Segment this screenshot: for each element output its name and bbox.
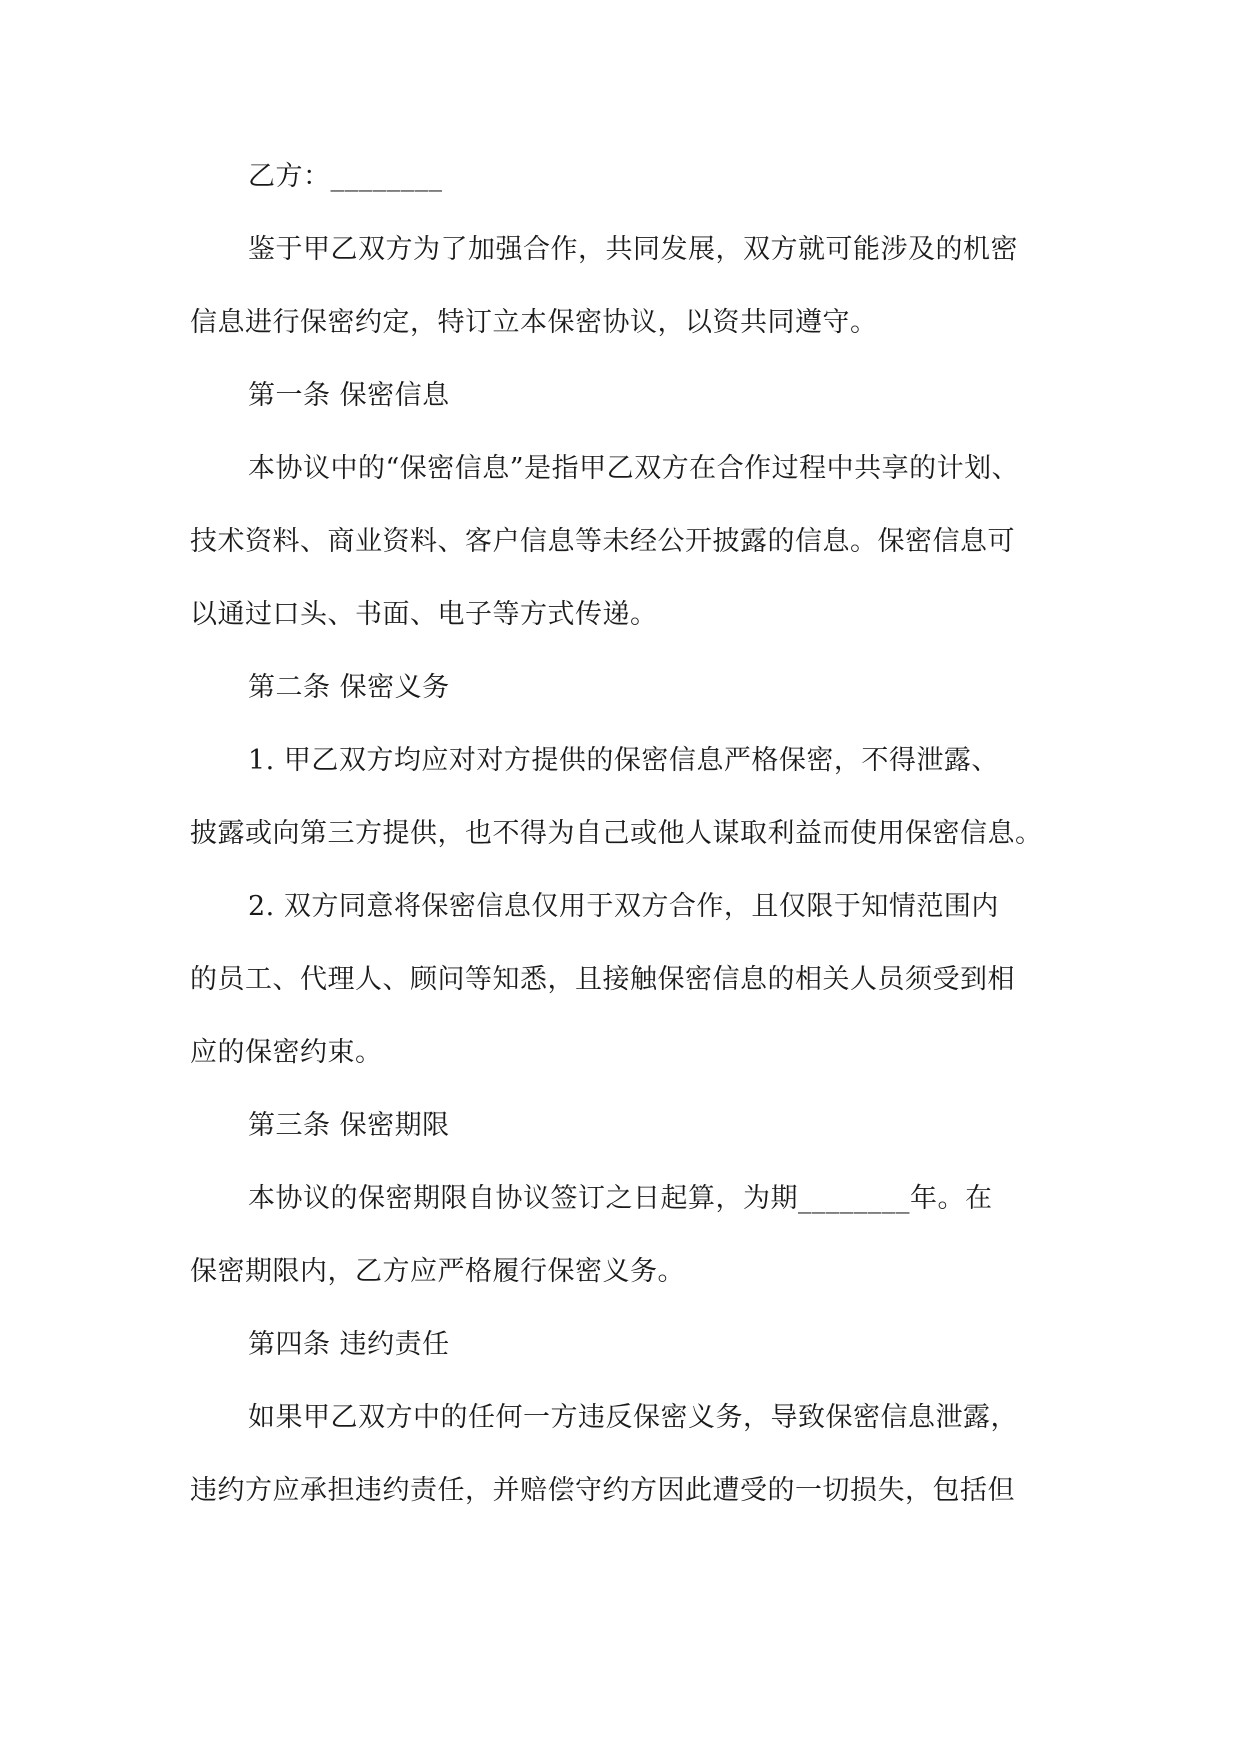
article-4-line-2: 违约方应承担违约责任，并赔偿守约方因此遭受的一切损失，包括但 [190,1475,1015,1506]
preamble-line-1: 鉴于甲乙双方为了加强合作，共同发展，双方就可能涉及的机密 [248,234,1018,265]
article-2-item-2-line-3: 应的保密约束。 [190,1037,383,1068]
article-2-item-2-line-2: 的员工、代理人、顾问等知悉，且接触保密信息的相关人员须受到相 [190,964,1015,995]
article-1-line-1: 本协议中的“保密信息”是指甲乙双方在合作过程中共享的计划、 [248,453,1020,484]
article-3-line-2: 保密期限内，乙方应严格履行保密义务。 [190,1256,685,1287]
article-4-line-1: 如果甲乙双方中的任何一方违反保密义务，导致保密信息泄露， [248,1402,1018,1433]
article-4-heading: 第四条 违约责任 [248,1329,450,1360]
article-2-item-1-line-2: 披露或向第三方提供，也不得为自己或他人谋取利益而使用保密信息。 [190,818,1043,849]
party-b-line: 乙方：________ [248,161,443,192]
article-3-heading: 第三条 保密期限 [248,1110,450,1141]
article-1-line-3: 以通过口头、书面、电子等方式传递。 [190,599,658,630]
preamble-line-2: 信息进行保密约定，特订立本保密协议，以资共同遵守。 [190,307,878,338]
article-1-line-2: 技术资料、商业资料、客户信息等未经公开披露的信息。保密信息可 [190,526,1015,557]
article-2-item-1-line-1: 1. 甲乙双方均应对对方提供的保密信息严格保密，不得泄露、 [248,745,999,776]
article-1-heading: 第一条 保密信息 [248,380,450,411]
article-3-line-1: 本协议的保密期限自协议签订之日起算，为期________年。在 [248,1183,993,1214]
article-2-heading: 第二条 保密义务 [248,672,450,703]
article-2-item-2-line-1: 2. 双方同意将保密信息仅用于双方合作，且仅限于知情范围内 [248,891,999,922]
